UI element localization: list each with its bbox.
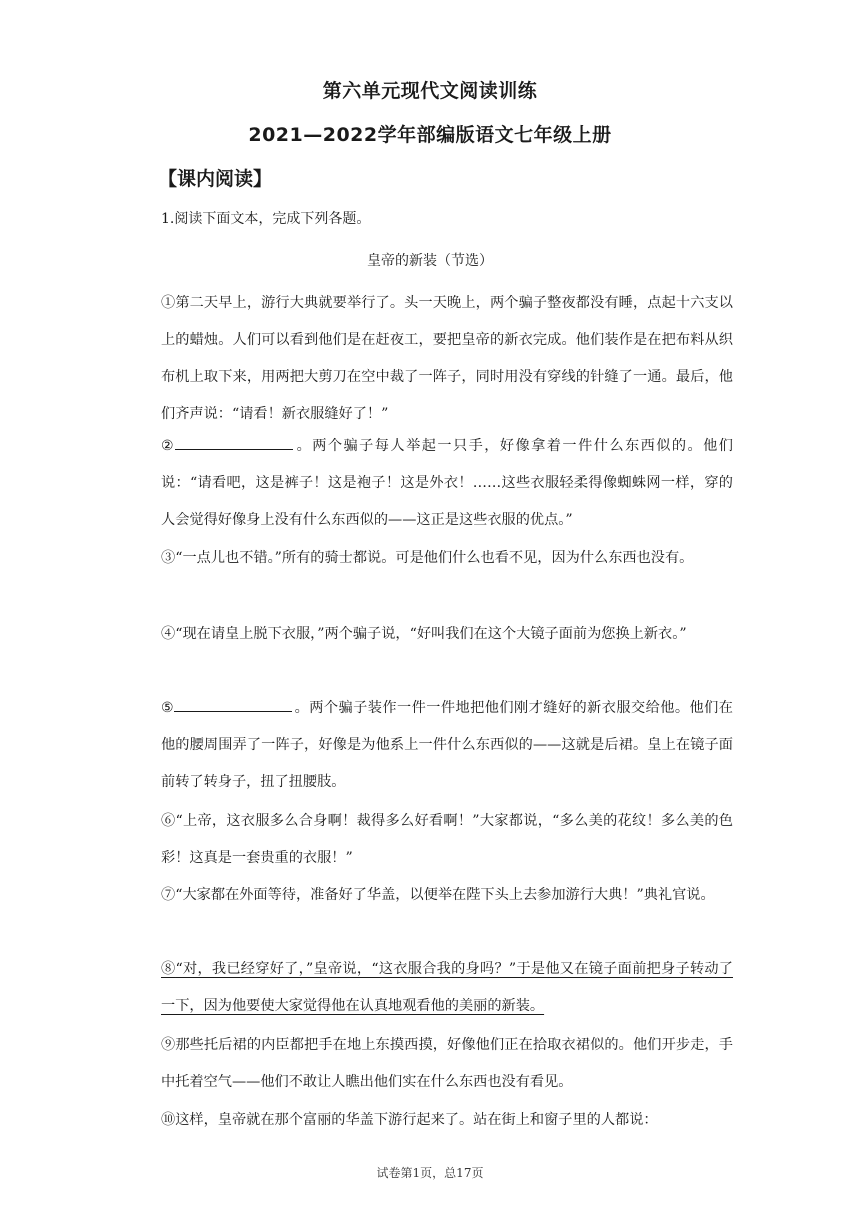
paragraph-5 [161, 690, 733, 801]
paragraph-4 [161, 616, 733, 653]
paragraph-text: “上帝，这衣服多么合身啊！裁得多么好看啊！”大家都说，“多么美的花纹！多么美的色彩！这真是一套贵重的衣服！” [161, 813, 733, 866]
paragraph-text: 。两个骗子装作一件一件地把他们刚才缝好的新衣服交给他。他们在他的腰周围弄了一阵子，好像是为他系上一件什么东西似的——这就是后裙。皇上在镜子面前转了转身子，扭了扭腰肢。 [161, 700, 733, 790]
paragraph-3 [161, 540, 733, 577]
paragraph-number: ⑦ [161, 887, 176, 903]
paragraph-number: ⑧ [161, 961, 176, 977]
paragraph-text: 那些托后裙的内臣都把手在地上东摸西摸，好像他们正在拾取衣裙似的。他们开步走，手中托着空气——他们不敢让人瞧出他们实在什么东西也没有看见。 [161, 1037, 733, 1090]
passage-title: 皇帝的新装（节选） [367, 253, 493, 269]
fill-in-blank [174, 695, 292, 712]
paragraph-number: ⑩ [161, 1112, 176, 1128]
paragraph-number: ① [161, 295, 176, 311]
paragraph-text: “大家都在外面等待，准备好了华盖，以便举在陛下头上去参加游行大典！”典礼官说。 [175, 887, 715, 903]
paragraph-text: 。两个骗子每人举起一只手，好像拿着一件什么东西似的。他们说：“请看吧，这是裤子！这是袍子！这是外衣！……这些衣服轻柔得像蜘蛛网一样，穿的人会觉得好像身上没有什么东西似的——这正是这些衣服的优点。” [161, 438, 733, 528]
paragraph-text: “现在请皇上脱下衣服，”两个骗子说，“好叫我们在这个大镜子面前为您换上新衣。” [175, 626, 687, 642]
paragraph-text: “对，我已经穿好了，”皇帝说，“这衣服合我的身吗？”于是他又在镜子面前把身子转动了一下，因为他要使大家觉得他在认真地观看他的美丽的新装。 [161, 961, 733, 1014]
question-instruction: 1.阅读下面文本，完成下列各题。 [161, 211, 371, 227]
paragraph-7 [161, 877, 733, 914]
page-subtitle: 2021—2022学年部编版语文七年级上册 [248, 124, 612, 146]
paragraph-text: 这样，皇帝就在那个富丽的华盖下游行起来了。站在街上和窗子里的人都说： [175, 1112, 658, 1128]
page-footer: 试卷第1页，总17页 [376, 1166, 484, 1180]
section-heading: 【课内阅读】 [158, 168, 273, 190]
fill-in-blank [175, 433, 293, 450]
paragraph-number: ⑤ [161, 700, 175, 716]
paragraph-number: ⑨ [161, 1037, 176, 1053]
paragraph-text: “一点儿也不错。”所有的骑士都说。可是他们什么也看不见，因为什么东西也没有。 [175, 550, 694, 566]
paragraph-1 [161, 285, 733, 433]
paragraph-10 [161, 1102, 733, 1139]
paragraph-2 [161, 428, 733, 539]
paragraph-number: ③ [161, 550, 176, 566]
paragraph-8 [161, 951, 733, 1025]
page-title: 第六单元现代文阅读训练 [322, 80, 538, 102]
paragraph-number: ⑥ [161, 813, 176, 829]
paragraph-number: ④ [161, 626, 176, 642]
paragraph-9 [161, 1027, 733, 1101]
paragraph-number: ② [161, 438, 176, 454]
paragraph-6 [161, 803, 733, 877]
paragraph-text: 第二天早上，游行大典就要举行了。头一天晚上，两个骗子整夜都没有睡，点起十六支以上的蜡烛。人们可以看到他们是在赶夜工，要把皇帝的新衣完成。他们装作是在把布料从织布机上取下来，用两把大剪刀在空中裁了一阵子，同时用没有穿线的针缝了一通。最后，他们齐声说：“请看！新衣服缝好了！” [161, 295, 733, 422]
underlined-passage [161, 961, 733, 1014]
